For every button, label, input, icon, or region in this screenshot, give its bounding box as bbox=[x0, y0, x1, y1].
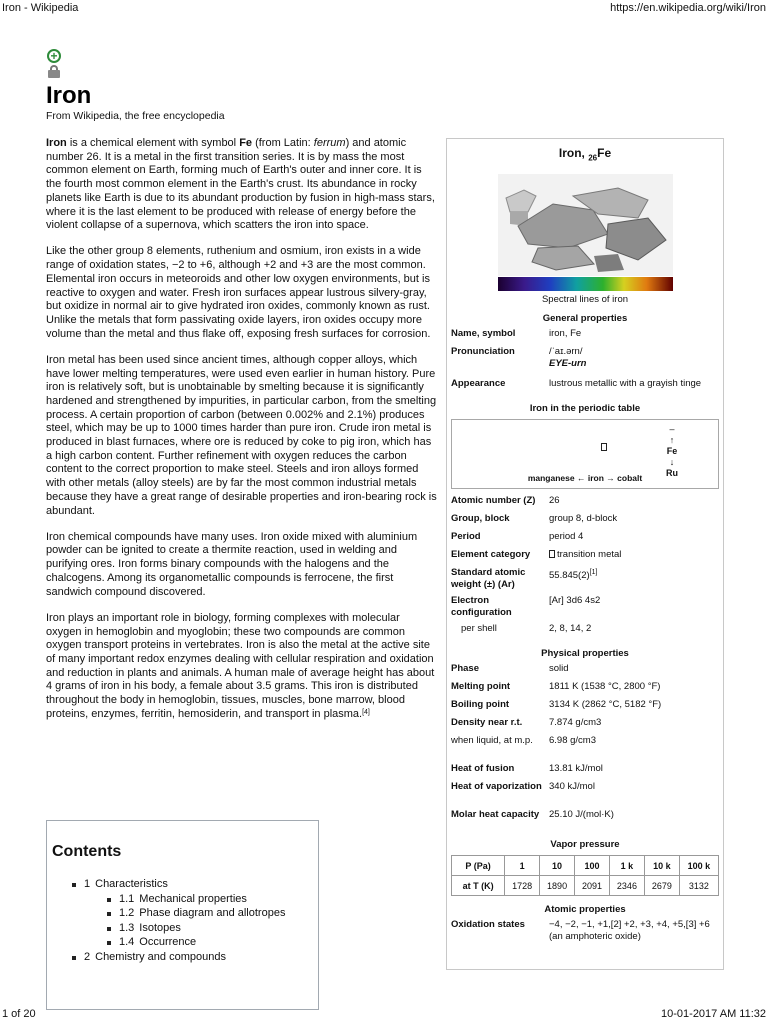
paragraph-2: Like the other group 8 elements, ruthenium and osmium, iron exists in a wide range of oxidation states, −2 to +6, although +2 and +3 are the most common. Elemental iron occurs in meteoroids and other low oxygen environments, but is reactive to oxygen and water. Fresh iron surfaces appear lustrous silvery-gray, but oxidize in normal air to give hydrated iron oxides, commonly known as rust. Unlike the metals that form passivating oxide layers, iron oxides occupy more volume than the metal and thus flake off, exposing fresh surfaces for corrosion. bbox=[46, 245, 431, 340]
row-per-shell bbox=[447, 623, 723, 641]
print-header bbox=[0, 2, 768, 16]
prev-element-link[interactable]: manganese bbox=[527, 473, 575, 484]
row-pronunciation bbox=[447, 346, 723, 378]
value: 26 bbox=[549, 495, 560, 507]
infobox bbox=[446, 138, 724, 970]
plus-circle-icon[interactable]: + bbox=[47, 49, 61, 63]
toc-label[interactable]: Mechanical properties bbox=[139, 892, 247, 905]
label: Density near r.t. bbox=[451, 717, 523, 729]
bold-term-fe: Fe bbox=[239, 137, 253, 149]
row-name-symbol bbox=[447, 328, 723, 346]
reference-link[interactable]: [4] bbox=[362, 708, 370, 716]
value: 13.81 kJ/mol bbox=[549, 763, 603, 775]
page-title: Iron bbox=[46, 82, 92, 109]
element-square-icon bbox=[601, 443, 607, 451]
table-cell: 2091 bbox=[575, 876, 610, 896]
table-cell: 1890 bbox=[540, 876, 575, 896]
paragraph-4: Iron chemical compounds have many uses. Iron oxide mixed with aluminium powder can be ignited to create a thermite reaction, used in welding and purifying ores. Iron forms binary compounds with the halogens and the chalcogens. Among its organometallic compounds is ferrocene, the first sandwich compound discovered. bbox=[46, 530, 418, 598]
toc-number: 2 bbox=[84, 950, 91, 963]
table-cell: 2346 bbox=[609, 876, 644, 896]
arrow-up-icon: ↑ bbox=[669, 435, 675, 446]
label: Molar heat capacity bbox=[451, 809, 540, 821]
row-melting-point bbox=[447, 681, 723, 699]
label: Standard atomic weight (±) (Ar) bbox=[451, 567, 526, 591]
label: Name, symbol bbox=[451, 328, 516, 340]
periodic-table-box bbox=[451, 419, 719, 489]
label: Atomic number (Z) bbox=[451, 495, 536, 507]
table-cell: at T (K) bbox=[452, 876, 505, 896]
article-body bbox=[46, 137, 438, 734]
category-color-icon bbox=[549, 550, 555, 558]
toc-label[interactable]: Occurrence bbox=[139, 936, 197, 948]
value bbox=[549, 567, 719, 595]
print-header-title: Iron - Wikipedia bbox=[2, 2, 79, 14]
print-footer bbox=[0, 1008, 768, 1022]
table-cell: 1 bbox=[505, 856, 540, 876]
periodic-nav bbox=[452, 472, 718, 484]
label: Group, block bbox=[451, 513, 510, 525]
next-element-link[interactable]: cobalt bbox=[617, 473, 643, 484]
value: group 8, d-block bbox=[549, 513, 618, 525]
label: Oxidation states bbox=[451, 919, 525, 931]
toc-number: 1.1 bbox=[119, 892, 135, 905]
weight-text: 55.845(2) bbox=[549, 570, 590, 582]
table-cell: 1728 bbox=[505, 876, 540, 896]
value: 3134 K (2862 °C, 5182 °F) bbox=[549, 699, 662, 711]
respelling-text: EYE-urn bbox=[549, 358, 587, 370]
table-cell: 100 bbox=[575, 856, 610, 876]
table-cell: 10 bbox=[540, 856, 575, 876]
reference-link[interactable]: [1] bbox=[589, 569, 598, 577]
row-group-block bbox=[447, 513, 723, 531]
toc-number: 1.3 bbox=[119, 921, 135, 934]
text: is a chemical element with symbol bbox=[66, 137, 240, 149]
label: Heat of fusion bbox=[451, 763, 515, 775]
section-atomic-properties: Atomic properties bbox=[544, 904, 626, 916]
current-element: iron bbox=[587, 473, 604, 484]
iron-sample-image bbox=[498, 174, 673, 276]
value: 7.874 g/cm3 bbox=[549, 717, 602, 729]
row-atomic-number bbox=[447, 495, 723, 513]
label: Period bbox=[451, 531, 481, 543]
table-row bbox=[452, 876, 719, 896]
toc-label[interactable]: Chemistry and compounds bbox=[95, 950, 226, 963]
italic-term-ferrum: ferrum bbox=[313, 137, 346, 149]
lock-icon bbox=[48, 65, 60, 77]
arrow-right-icon: → bbox=[606, 473, 615, 484]
value bbox=[549, 919, 719, 949]
toc-list bbox=[47, 877, 318, 964]
label: Pronunciation bbox=[451, 346, 515, 358]
infobox-title bbox=[447, 147, 723, 164]
print-timestamp: 10-01-2017 AM 11:32 bbox=[661, 1008, 766, 1020]
element-current: Fe bbox=[666, 446, 678, 457]
table-cell: 10 k bbox=[644, 856, 679, 876]
label: when liquid, at m.p. bbox=[451, 735, 533, 747]
row-boiling-point bbox=[447, 699, 723, 717]
row-element-category bbox=[447, 549, 723, 567]
row-period bbox=[447, 531, 723, 549]
label: Heat of vaporization bbox=[451, 781, 542, 793]
value: 6.98 g/cm3 bbox=[549, 735, 596, 747]
label: Phase bbox=[451, 663, 479, 675]
tagline: From Wikipedia, the free encyclopedia bbox=[46, 110, 225, 122]
row-atomic-weight bbox=[447, 567, 723, 595]
vapor-pressure-table bbox=[451, 855, 719, 896]
category-text[interactable]: transition metal bbox=[557, 549, 622, 561]
section-vapor-pressure: Vapor pressure bbox=[550, 839, 620, 851]
toc-number: 1.4 bbox=[119, 936, 135, 948]
label: Boiling point bbox=[451, 699, 510, 711]
value: 1811 K (1538 °C, 2800 °F) bbox=[549, 681, 661, 693]
row-liquid-density bbox=[447, 735, 723, 763]
value bbox=[549, 549, 719, 567]
page-count: 1 of 20 bbox=[2, 1008, 36, 1020]
paragraph-1 bbox=[46, 137, 438, 233]
label: Electron configuration bbox=[451, 595, 512, 619]
toc-item[interactable] bbox=[47, 892, 318, 907]
section-physical-properties: Physical properties bbox=[541, 648, 629, 660]
toc-label[interactable]: Characteristics bbox=[95, 878, 168, 890]
bold-term-iron: Iron bbox=[46, 137, 67, 149]
toc-item[interactable] bbox=[47, 877, 318, 892]
row-appearance bbox=[447, 378, 723, 396]
table-cell: P (Pa) bbox=[452, 856, 505, 876]
arrow-down-icon: ↓ bbox=[669, 457, 675, 468]
infobox-title-text: Iron, bbox=[558, 146, 585, 160]
text: ) and atomic number 26. It is a metal in the first transition series. It is by mass the most common element on Earth, forming much of Earth's outer and inner core. It is the fourth most common element in the Earth's crust. Its abundance in rocky planets like Earth is due to its abundant production by fusion in high-mass stars, where it is the last element to be produced with release of energy before the violent collapse of a supernova, which scatters the iron into space. bbox=[46, 137, 435, 232]
toc-label[interactable]: Phase diagram and allotropes bbox=[139, 907, 286, 919]
oxidation-note: (an amphoteric oxide) bbox=[549, 931, 641, 943]
atomic-number-subscript: 26 bbox=[588, 153, 598, 163]
table-of-contents bbox=[46, 820, 319, 1010]
toc-title: Contents bbox=[52, 843, 122, 860]
oxidation-values: −4, −2, −1, +1,[2] +2, +3, +4, +5,[3] +6 bbox=[549, 919, 710, 931]
paragraph-3: Iron metal has been used since ancient times, although copper alloys, which have lower melting temperatures, were used even earlier in human history. Pure iron is relatively soft, but is unobtainable by smelting because it is significantly hardened and strengthened by impurities, in particular carbon, from the smelting process. A certain proportion of carbon (between 0.002% and 2.1%) produces steel, which may be up to 1000 times harder than pure iron. Crude iron metal is produced in blast furnaces, where ore is reduced by coke to pig iron, which has a high carbon content. Further refinement with oxygen reduces the carbon content to the correct proportion to make steel. Steels and iron alloys formed with other metals (alloy steels) are by far the most common industrial metals because they have a great range of desirable properties and iron-bearing rock is abundant. bbox=[46, 353, 437, 517]
table-cell: 100 k bbox=[679, 856, 718, 876]
row-molar-heat-capacity bbox=[447, 809, 723, 837]
toc-number: 1 bbox=[84, 878, 91, 890]
toc-number: 1.2 bbox=[119, 907, 135, 919]
row-phase bbox=[447, 663, 723, 681]
spectral-lines-image bbox=[498, 277, 673, 291]
row-electron-config bbox=[447, 595, 723, 623]
text: Iron plays an important role in biology, forming complexes with molecular oxygen in hemoglobin and myoglobin; these two compounds are common oxygen transport proteins in vertebrates. Iron is also the metal at the active site of many important redox enzymes dealing with cellular respiration and oxidation and reduction in plants and animals. A human male of average height has about 4 grams of iron in his body, a female about 3.5 grams. This iron is distributed throughout the body in hemoglobin, tissues, muscles, bone marrow, blood proteins, enzymes, ferritin, hemosiderin, and transport in plasma. bbox=[46, 611, 435, 720]
value: iron, Fe bbox=[549, 328, 582, 340]
section-general-properties: General properties bbox=[542, 313, 628, 325]
value: solid bbox=[549, 663, 569, 675]
value: 2, 8, 14, 2 bbox=[549, 623, 592, 635]
ipa-text[interactable]: /ˈaɪ.ərn/ bbox=[549, 346, 583, 358]
text: (from Latin: bbox=[252, 137, 314, 149]
label: per shell bbox=[461, 623, 497, 635]
paragraph-5 bbox=[46, 612, 438, 722]
arrow-left-icon: ← bbox=[576, 473, 586, 484]
table-cell: 3132 bbox=[679, 876, 718, 896]
toc-item[interactable] bbox=[47, 935, 318, 950]
page-status-icons bbox=[47, 49, 63, 77]
row-oxidation-states bbox=[447, 919, 723, 949]
element-below[interactable]: Ru bbox=[666, 468, 678, 479]
label: Appearance bbox=[451, 378, 506, 390]
section-periodic-table: Iron in the periodic table bbox=[529, 403, 641, 415]
value: [Ar] 3d6 4s2 bbox=[549, 595, 601, 607]
image-caption: Spectral lines of iron bbox=[541, 294, 629, 306]
toc-item[interactable] bbox=[47, 906, 318, 921]
print-header-url: https://en.wikipedia.org/wiki/Iron bbox=[610, 2, 766, 14]
value: 25.10 J/(mol·K) bbox=[549, 809, 614, 821]
element-symbol: Fe bbox=[597, 146, 612, 160]
label: Element category bbox=[451, 549, 531, 561]
label: Melting point bbox=[451, 681, 511, 693]
row-density bbox=[447, 717, 723, 735]
row-heat-of-vaporization bbox=[447, 781, 723, 809]
value: 340 kJ/mol bbox=[549, 781, 595, 793]
periodic-column bbox=[666, 424, 678, 479]
value bbox=[549, 346, 719, 378]
element-above: – bbox=[669, 424, 675, 435]
toc-item[interactable] bbox=[47, 950, 318, 965]
table-cell: 1 k bbox=[609, 856, 644, 876]
row-heat-of-fusion bbox=[447, 763, 723, 781]
value: lustrous metallic with a grayish tinge bbox=[549, 378, 702, 390]
value: period 4 bbox=[549, 531, 584, 543]
toc-label[interactable]: Isotopes bbox=[139, 921, 181, 934]
table-row bbox=[452, 856, 719, 876]
table-cell: 2679 bbox=[644, 876, 679, 896]
toc-item[interactable] bbox=[47, 921, 318, 936]
